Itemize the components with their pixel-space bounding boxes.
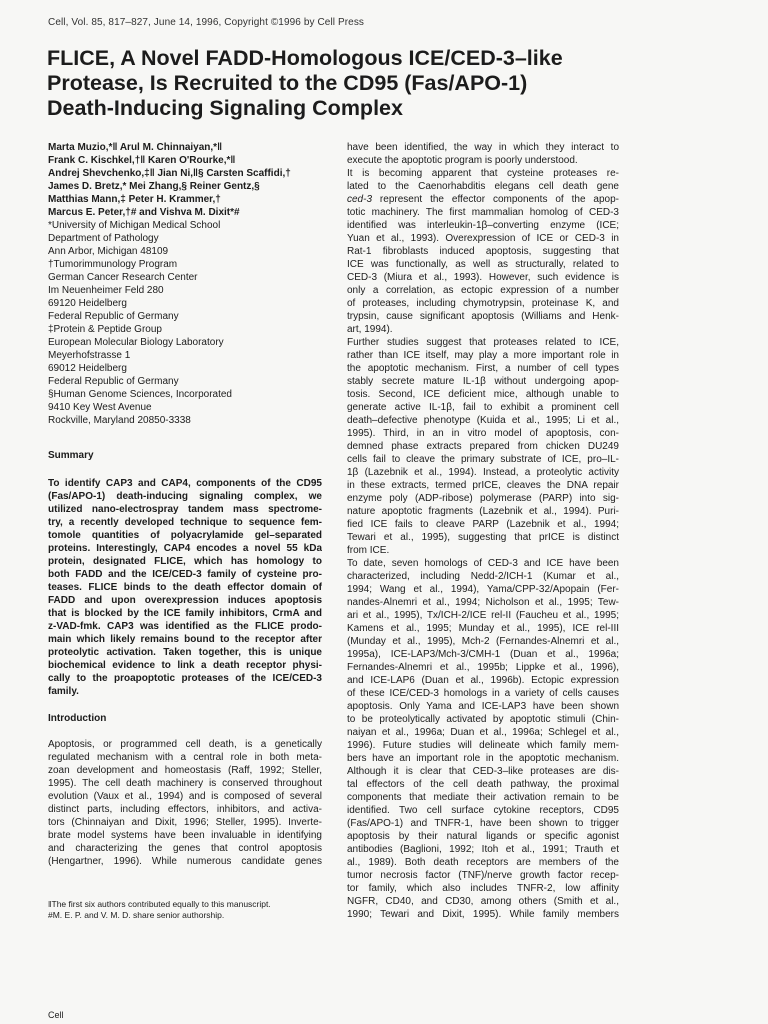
body-line: from ICE. [347,545,390,556]
affiliation-line: German Cancer Research Center [48,272,198,283]
abstract-line: main which likely remains bound to the receptor after [48,634,322,645]
body-line: identified was interleukin-1β–converting enzyme (ICE; [347,220,619,231]
body-line: nandes-Alnemri et al., 1994; Nicholson et al., 1995; Tew- [347,597,619,608]
abstract-line: biochemical evidence to link a death receptor physi- [48,660,322,671]
body-line: distinct parts, including effectors, inhibitors, and activa- [48,804,322,815]
page-footer-journal: Cell [48,1010,64,1020]
body-line: and ICE-LAP6 (Duan et al., 1996b). Ectopic expression [347,675,619,686]
body-line: characterized, including Nedd-2/ICH-1 (Kumar et al., [347,571,619,582]
abstract-line: z-VAD-fmk. CAP3 was identified as the FLICE prodo- [48,621,322,632]
body-line: ari et al., 1995), Tx/ICH-2/ICE rel-II (Faucheu et al., 1995; [347,610,619,621]
body-line: To date, seven homologs of CED-3 and ICE have been [347,558,619,569]
body-line: naiyan et al., 1996a; Duan et al., 1996a; Schlegel et al., [347,727,619,738]
body-line: Apoptosis, or programmed cell death, is a genetically [48,739,322,750]
affiliation-line: §Human Genome Sciences, Incorporated [48,389,232,400]
body-line: bers have an important role in the apoptotic mechanism. [347,753,619,764]
abstract-line: utilized nano-electrospray tandem mass spectrome- [48,504,322,515]
body-line: cells fail to cleave the primary substrate of ICE, pro–IL- [347,454,619,465]
affiliation-list [48,219,322,427]
body-line: evolution (Vaux et al., 1994) and is composed of several [48,791,322,802]
body-line: of proteases, including chymotrypsin, proteinase K, and [347,298,619,309]
body-line: Yuan et al., 1993). Overexpression of ICE or CED-3 in [347,233,619,244]
summary-abstract [48,477,322,698]
affiliation-line: Ann Arbor, Michigan 48109 [48,246,169,257]
body-line: 1995). The cell death machinery is conserved throughout [48,778,322,789]
abstract-line: To identify CAP3 and CAP4, components of the CD95 [48,478,322,489]
introduction-heading: Introduction [48,713,107,724]
body-line: 1990; Tewari and Dixit, 1995). While family members [347,909,619,920]
body-line: Further studies suggest that proteases related to ICE, [347,337,619,348]
abstract-line: try, a recently developed technique to sequence fem- [48,517,322,528]
body-line: ICE was functionally, as well as structurally, related to [347,259,619,270]
body-line: 1β (Lazebnik et al., 1994). Instead, a proteolytic activity [347,467,619,478]
affiliation-line: Meyerhofstrasse 1 [48,350,131,361]
affiliation-line: Rockville, Maryland 20850-3338 [48,415,191,426]
affiliation-line: 9410 Key West Avenue [48,402,152,413]
left-column [48,141,322,868]
affiliation-line: Federal Republic of Germany [48,376,179,387]
footnote-equal-contribution: ‖The first six authors contributed equally to this manuscript. [48,899,271,909]
footnotes [48,899,322,921]
body-line: regulated mechanism with a central role in both meta- [48,752,322,763]
body-line: art, 1994). [347,324,393,335]
body-line: tal effectors of the cell death pathway, the proximal [347,779,619,790]
author-list [48,141,322,219]
title-line: Death-Inducing Signaling Complex [47,96,403,120]
body-line: al., 1989). Both death receptors are members of the [347,857,619,868]
body-line: CED-3 (Miura et al., 1993). However, such evidence is [347,272,619,283]
body-line: have been identified, the way in which they interact to [347,142,619,153]
body-line: stably secrete mature IL-1β without undergoing apop- [347,376,619,387]
affiliation-line: *University of Michigan Medical School [48,220,221,231]
body-line: apoptosis. Only Yama and ICE-LAP3 have been shown [347,701,619,712]
body-line: brate model systems have been invaluable in identifying [48,830,322,841]
body-line: execute the apoptotic program is poorly understood. [347,155,578,166]
body-line: demned phase extracts prepared from chicken DU249 [347,441,619,452]
abstract-line: tomole quantities of polyacrylamide gel–separated [48,530,322,541]
body-line: enzyme poly (ADP-ribose) polymerase (PARP) into sig- [347,493,619,504]
author-line: Marcus E. Peter,†# and Vishva M. Dixit*# [48,207,240,218]
body-line: tosis. Second, ICE deficient mice, although unable to [347,389,619,400]
body-line: of these ICE/CED-3 homologs in a variety of cells causes [347,688,619,699]
author-line: Marta Muzio,*‖ Arul M. Chinnaiyan,*‖ [48,142,223,153]
body-line: (Munday et al., 1995), Mch-2 (Fernandes-Alnemri et al., [347,636,619,647]
author-line: James D. Bretz,* Mei Zhang,§ Reiner Gentz,§ [48,181,260,192]
body-line: Kamens et al., 1995; Munday et al., 1995), ICE rel-III [347,623,619,634]
body-line: Rat-1 fibroblasts induced apoptosis, suggesting that [347,246,619,257]
body-line: in these extracts, termed prICE, cleaves the DNA repair [347,480,619,491]
body-line: Tewari et al., 1995), suggesting that prICE is distinct [347,532,619,543]
introduction-text [48,738,322,868]
abstract-line: family. [48,686,79,697]
body-line: only a correlation, as ectopic expression of a number [347,285,619,296]
body-line: Fernandes-Alnemri et al., 1995b; Lippke et al., 1996), [347,662,619,673]
body-line: (Fas/APO-1) and TNFR-1, have been shown to trigger [347,818,619,829]
author-line: Frank C. Kischkel,†‖ Karen O'Rourke,*‖ [48,155,236,166]
body-line: the apoptotic mechanism. First, a number of cell types [347,363,619,374]
abstract-line: FADD and upon overexpression induces apoptosis [48,595,322,606]
author-line: Matthias Mann,‡ Peter H. Krammer,† [48,194,221,205]
footnote-senior-authorship: #M. E. P. and V. M. D. share senior authorship. [48,910,225,920]
body-line: 1996). Future studies will delineate which family mem- [347,740,619,751]
body-line: (Hengartner, 1996). While numerous candidate genes [48,856,322,867]
body-line: generate active IL-1β, fail to exhibit a prominent cell [347,402,619,413]
body-line: tor family, which also includes TNFR-2, low affinity [347,883,619,894]
body-line: rather than ICE itself, may play a more important role in [347,350,619,361]
body-line: fied ICE fails to cleave PARP (Lazebnik et al., 1994; [347,519,619,530]
body-line: Although it is clear that CED-3–like proteases are dis- [347,766,619,777]
body-line: antibodies (Baglioni, 1992; Itoh et al., 1991; Trauth et [347,844,619,855]
body-line: It is becoming apparent that cysteine proteases re- [347,168,619,179]
body-line: NGFR, CD40, and CD30, among others (Smith et al., [347,896,619,907]
body-line: 1995a), ICE-LAP3/Mch-3/CMH-1 (Duan et al., 1996a; [347,649,619,660]
body-line: components that mediate their activation remain to be [347,792,619,803]
body-line: trypsin, cause significant apoptosis (Williams and Henk- [347,311,619,322]
title-line: FLICE, A Novel FADD-Homologous ICE/CED-3–like [47,46,563,70]
affiliation-line: European Molecular Biology Laboratory [48,337,224,348]
abstract-line: protein, designated FLICE, which has homology to [48,556,322,567]
body-line: apoptosis by their natural ligands or specific agonist [347,831,619,842]
abstract-line: (Fas/APO-1) death-inducing signaling complex, we [48,491,322,502]
affiliation-line: 69120 Heidelberg [48,298,127,309]
body-line: death–defective phenotype (Kuida et al., 1995; Li et al., [347,415,619,426]
abstract-line: proteins. Interestingly, CAP4 encodes a novel 55 kDa [48,543,322,554]
affiliation-line: Im Neuenheimer Feld 280 [48,285,164,296]
abstract-line: teases. FLICE binds to the death effector domain of [48,582,322,593]
abstract-line: proteolytic activation. Taken together, this is unique [48,647,322,658]
body-line: 1995). Third, in an in vitro model of apoptosis, con- [347,428,619,439]
body-line: lated to the Caenorhabditis elegans cell death gene [347,181,619,192]
journal-citation: Cell, Vol. 85, 817–827, June 14, 1996, Copyright ©1996 by Cell Press [48,17,365,28]
body-line: and characterizing the genes that control apoptosis [48,843,322,854]
body-line: tors (Chinnaiyan and Dixit, 1996; Steller, 1995). Inverte- [48,817,322,828]
article-title [47,46,707,121]
body-line: ced-3 represent the effector components of the apop- [347,194,619,205]
body-line: to be proteolytically activated by apoptotic stimuli (Chin- [347,714,619,725]
body-line: nature apoptotic fragments (Lazebnik et al., 1994). Puri- [347,506,619,517]
right-column [347,141,619,921]
abstract-line: both FADD and the ICE/CED-3 family of cysteine pro- [48,569,322,580]
author-line: Andrej Shevchenko,‡‖ Jian Ni,‖§ Carsten Scaffidi,† [48,168,291,179]
abstract-line: that is blocked by the ICE family inhibitors, CrmA and [48,608,322,619]
affiliation-line: Department of Pathology [48,233,159,244]
abstract-line: cally to the proapoptotic proteases of the ICE/CED-3 [48,673,322,684]
summary-heading: Summary [48,450,94,461]
affiliation-line: Federal Republic of Germany [48,311,179,322]
body-line: identified. Two cell surface cytokine receptors, CD95 [347,805,619,816]
body-line: totic machinery. The first mammalian homolog of CED-3 [347,207,619,218]
body-line: 1994; Wang et al., 1994), Yama/CPP-32/Apopain (Fer- [347,584,619,595]
body-line: tumor necrosis factor (TNF)/nerve growth factor recep- [347,870,619,881]
affiliation-line: †Tumorimmunology Program [48,259,178,270]
title-line: Protease, Is Recruited to the CD95 (Fas/APO-1) [47,71,528,95]
body-line: zoan development and homeostasis (Raff, 1992; Steller, [48,765,322,776]
affiliation-line: 69012 Heidelberg [48,363,127,374]
affiliation-line: ‡Protein & Peptide Group [48,324,162,335]
